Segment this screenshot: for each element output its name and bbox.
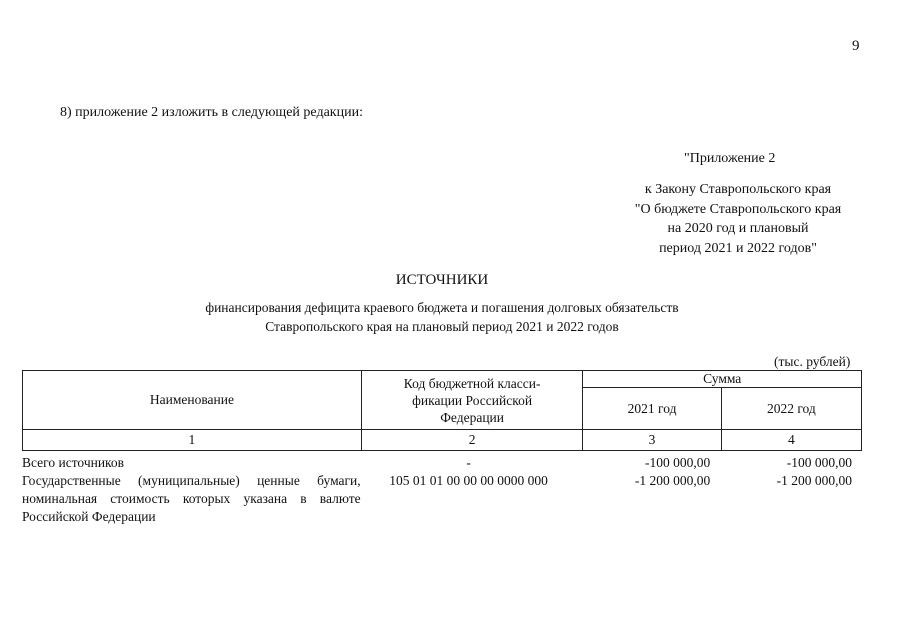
appendix-ref-line: период 2021 и 2022 годов" bbox=[659, 240, 817, 256]
header-name: Наименование bbox=[23, 371, 362, 430]
appendix-ref-line: "О бюджете Ставропольского края bbox=[634, 201, 842, 217]
column-number: 1 bbox=[23, 430, 362, 451]
row-name: Всего источников bbox=[22, 455, 125, 470]
header-year-2021: 2021 год bbox=[583, 388, 721, 430]
column-number: 3 bbox=[583, 430, 721, 451]
column-number: 2 bbox=[361, 430, 583, 451]
amendment-instruction: 8) приложение 2 изложить в следующей редакции: bbox=[60, 105, 363, 120]
row-code: - bbox=[466, 455, 471, 470]
units-note: (тыс. рублей) bbox=[774, 354, 851, 369]
header-sum: Сумма bbox=[583, 371, 862, 388]
appendix-reference bbox=[600, 180, 876, 258]
header-code bbox=[361, 371, 583, 430]
header-code-line: Федерации bbox=[440, 409, 504, 425]
row-code: 105 01 01 00 00 00 0000 000 bbox=[389, 473, 548, 488]
table-body bbox=[22, 452, 862, 526]
page-number: 9 bbox=[852, 38, 860, 54]
table-header bbox=[22, 370, 862, 451]
row-name: Государственные (муниципальные) ценные бумаги, номинальная стоимость которых указана в валюте Российской Федерации bbox=[22, 473, 361, 524]
appendix-ref-line: к Закону Ставропольского края bbox=[644, 182, 832, 197]
table-row bbox=[22, 452, 862, 472]
header-code-line: Код бюджетной класси- bbox=[403, 375, 541, 391]
subtitle-line: Ставропольского края на плановый период 2021 и 2022 годов bbox=[265, 319, 619, 334]
row-amount-2022: -100 000,00 bbox=[786, 455, 852, 470]
row-amount-2021: -1 200 000,00 bbox=[634, 473, 711, 488]
subtitle-line: финансирования дефицита краевого бюджета и погашения долговых обязательств bbox=[205, 300, 679, 315]
table-row bbox=[22, 472, 862, 526]
document-subtitle bbox=[0, 298, 884, 336]
header-code-line: фикации Российской bbox=[412, 392, 533, 408]
appendix-title: "Приложение 2 bbox=[684, 151, 776, 166]
row-amount-2021: -100 000,00 bbox=[645, 455, 711, 470]
column-number: 4 bbox=[721, 430, 861, 451]
appendix-ref-line: на 2020 год и плановый bbox=[667, 221, 809, 236]
row-amount-2022: -1 200 000,00 bbox=[776, 473, 852, 488]
document-title: ИСТОЧНИКИ bbox=[395, 272, 489, 288]
header-year-2022: 2022 год bbox=[721, 388, 861, 430]
